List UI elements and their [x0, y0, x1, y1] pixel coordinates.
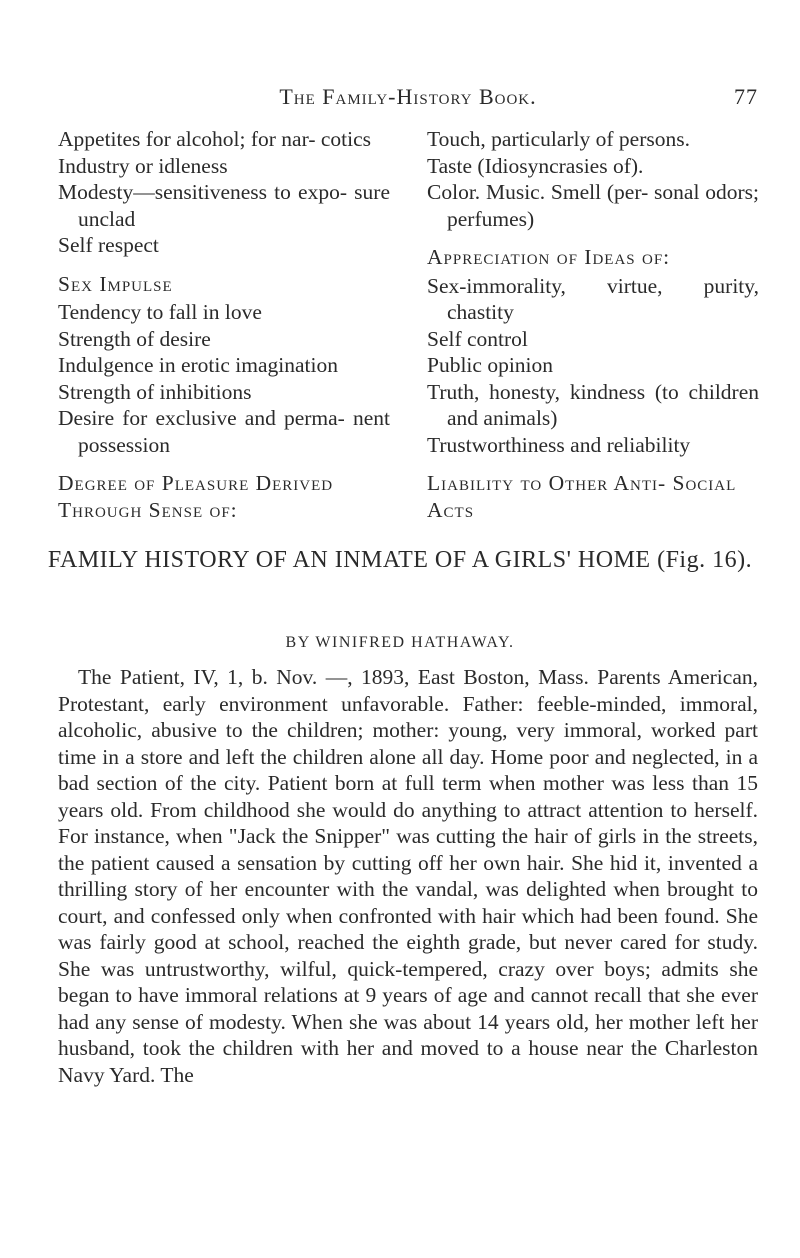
article-byline: BY WINIFRED HATHAWAY. — [285, 634, 515, 651]
list-item: Industry or idleness — [58, 153, 228, 178]
list-item: Color. Music. Smell (per- sonal odors; perfumes) — [427, 180, 759, 231]
section-heading-liability: Liability to Other Anti- Social Acts — [427, 471, 737, 522]
list-item: Strength of desire — [58, 326, 211, 351]
list-item: Strength of inhibitions — [58, 379, 252, 404]
article-title: FAMILY HISTORY OF AN INMATE OF A GIRLS' HOME (Fig. 16). — [47, 547, 753, 573]
page-number: 77 — [734, 84, 758, 109]
list-item: Self respect — [58, 233, 159, 257]
list-item: Touch, particularly of persons. — [427, 127, 690, 151]
list-item: Self control — [427, 326, 528, 351]
list-item: Trustworthiness and reliability — [427, 432, 691, 457]
right-column — [427, 126, 759, 525]
list-item: Indulgence in erotic imagination — [58, 353, 339, 377]
list-item: Truth, honesty, kindness (to children and animals) — [427, 379, 759, 430]
left-column — [58, 126, 390, 525]
article-body: The Patient, IV, 1, b. Nov. —, 1893, East Boston, Mass. Parents American, Protestant, early environment unfavorable. Father: feeble-minded, immoral, alcoholic, abusive to the children; mother: young, very immoral, worked part time in a store and left the children alone all day. Home poor and neglected, in a bad section of the city. Patient born at full term when mother was less than 15 years old. From childhood she would do anything to attract attention to herself. For instance, when "Jack the Snipper" was cutting the hair of girls in the streets, the patient caused a sensation by cutting off her own hair. She hid it, invented a thrilling story of her encounter with the vandal, was delighted when brought to court, and confessed only when confronted with hair which had been found. She was fairly good at school, reached the eighth grade, but never cared for study. She was untrustworthy, wilful, quick-tempered, crazy over boys; admits she began to have immoral relations at 9 years of age and cannot recall that she ever had any sense of modesty. When she was about 14 years old, her mother left her husband, took the children with her and moved to a house near the Charleston Navy Yard. The — [58, 665, 758, 1087]
list-item: Tendency to fall in love — [58, 300, 262, 324]
section-heading-pleasure: Degree of Pleasure Derived Through Sense of: — [58, 471, 334, 522]
section-heading-ideas: Appreciation of Ideas of: — [427, 245, 671, 269]
running-title: The Family-History Book. — [279, 84, 537, 109]
page-header — [58, 84, 758, 110]
list-item: Sex-immorality, virtue, purity, chastity — [427, 273, 759, 324]
list-item: Desire for exclusive and perma- nent possession — [58, 406, 390, 457]
list-item: Public opinion — [427, 353, 554, 377]
section-heading-sex-impulse: Sex Impulse — [58, 271, 173, 296]
list-item: Appetites for alcohol; for nar- cotics — [58, 127, 371, 151]
list-item: Taste (Idiosyncrasies of). — [427, 153, 644, 178]
list-item: Modesty—sensitiveness to expo- sure unclad — [58, 180, 390, 231]
